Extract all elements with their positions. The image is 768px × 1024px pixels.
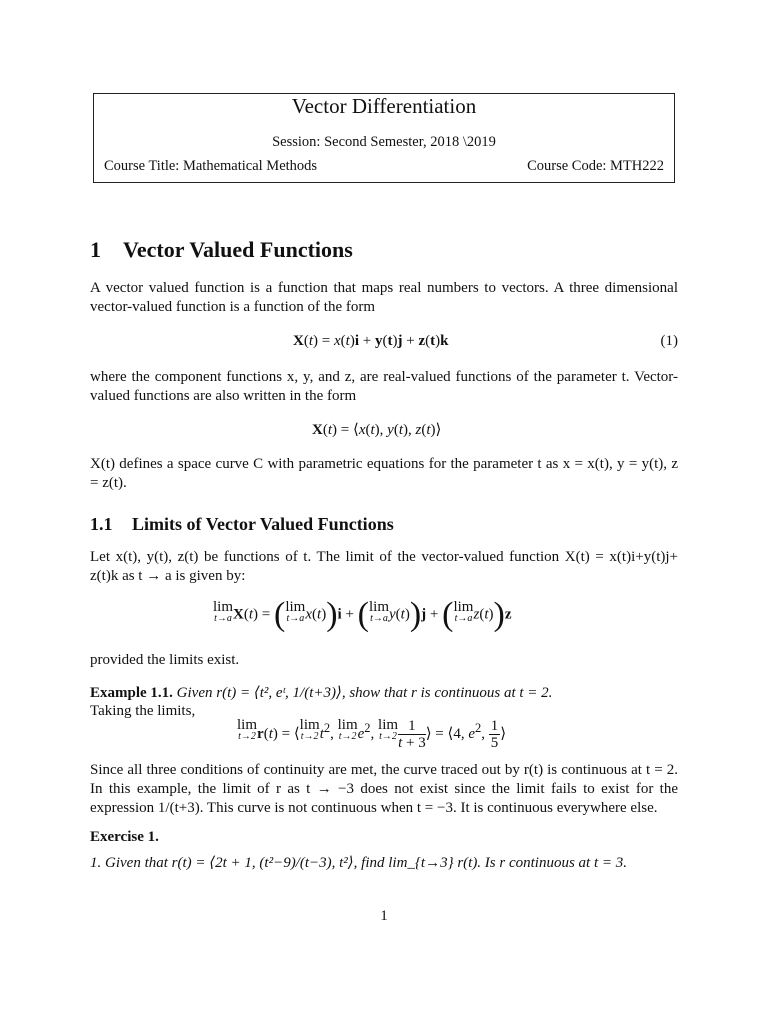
subsection-heading: [90, 514, 394, 535]
course-title: Course Title: Mathematical Methods: [104, 158, 318, 174]
session-line: Session: Second Semester, 2018 \2019: [272, 134, 496, 150]
example-statement: [90, 683, 678, 702]
example-text: Given r(t) = ⟨t², eᵗ, 1/(t+3)⟩, show that r is continuous at t = 2.: [176, 685, 553, 701]
section-heading: [90, 237, 353, 263]
exercise-label: Exercise 1.: [90, 829, 159, 845]
subsection-title: Limits of Vector Valued Functions: [132, 514, 394, 534]
equation-angle-form: X(t) = ⟨x(t), y(t), z(t)⟩: [312, 422, 442, 438]
taking-limits-line: Taking the limits,: [90, 703, 196, 719]
page-number: 1: [380, 908, 388, 924]
section-number: 1: [90, 237, 101, 262]
section-title: Vector Valued Functions: [123, 237, 353, 262]
subsection-number: 1.1: [90, 514, 113, 534]
exercise-text: 1. Given that r(t) = ⟨2t + 1, (t²−9)/(t−3), t²⟩, find lim_{t→3} r(t). Is r continuous at t = 3.: [90, 855, 628, 871]
limit-equation: lim t→a X(t) = (lim t→a x(t))i + (lim t→a y(t))j + (lim t→a z(t))z: [213, 596, 512, 633]
intro-paragraph: A vector valued function is a function that maps real numbers to vectors. A three dimensional vector-valued function is a function of the form: [90, 280, 678, 315]
provided-line: provided the limits exist.: [90, 652, 240, 668]
example-limit-equation: lim t→2 r(t) = ⟨lim t→2 $t^2$, lim t→2 $e^2$, lim t→2 $\frac{1}{t + 3}$ ⟩ = ⟨4, $e^2$, $\frac{1}{5}$ ⟩: [237, 717, 507, 751]
example-label: Example 1.1.: [90, 685, 173, 701]
document-title: Vector Differentiation: [291, 94, 477, 118]
equation-number: (1): [660, 333, 678, 349]
conclusion-paragraph: Since all three conditions of continuity are met, the curve traced out by r(t) is continuous at t = 2. In this example, the limit of r as t → −3 does not exist since the limit fails to exist for the expression 1/(t+3). This curve is not continuous when t = −3. It is continuous everywhere else.: [90, 762, 678, 816]
space-curve-paragraph: X(t) defines a space curve C with parametric equations for the parameter t as x = x(t), y = y(t), z = z(t).: [90, 456, 678, 491]
title-box: [93, 93, 675, 183]
limits-intro-paragraph: Let x(t), y(t), z(t) be functions of t. The limit of the vector-valued function X(t) = x(t)i+y(t)j+ z(t)k as t → a is given by:: [90, 549, 678, 584]
components-paragraph: where the component functions x, y, and z, are real-valued functions of the parameter t. Vector-valued functions are also written in the form: [90, 369, 678, 404]
equation-1: X(t) = x(t)i + y(t)j + z(t)k: [293, 333, 449, 349]
course-code: Course Code: MTH222: [527, 158, 664, 174]
